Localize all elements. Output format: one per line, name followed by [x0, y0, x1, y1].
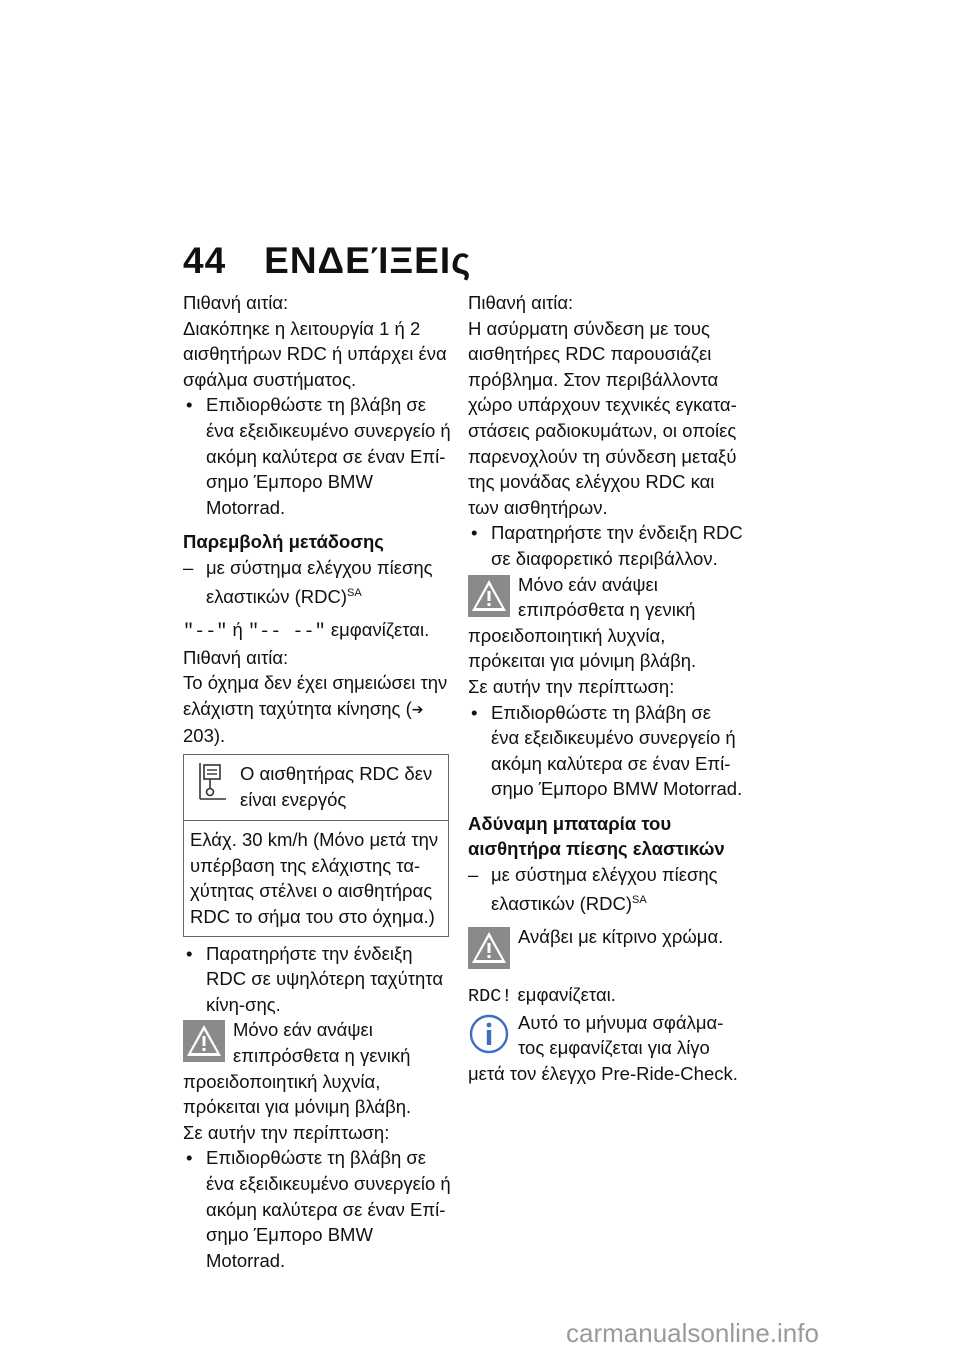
cause-text-3: Η ασύρματη σύνδεση με τους αισθητήρες RDC παρουσιάζει πρόβλημα. Στον περιβάλλοντα χώρο υπάρχουν τεχνικές εγκατα-στάσεις ραδιοκυμάτων, οι οποίες παρενοχλούν τη σύνδεση μεταξύ της μονάδας ελέγχου RDC και των αισθητήρων.: [468, 317, 737, 518]
warning-note: [183, 1017, 451, 1119]
warning-note-2: [468, 572, 743, 674]
display-suffix: εμφανίζεται.: [325, 619, 430, 641]
page-ref-number[interactable]: 203: [183, 724, 214, 746]
warning-note-3-text: Ανάβει με κίτρινο χρώμα.: [518, 926, 724, 948]
warning-triangle-icon: [468, 575, 510, 617]
display-code-b: "-- --": [248, 621, 326, 643]
action-bullet-3: • Επιδιορθώστε τη βλάβη σε ένα εξειδικευμένο συνεργείο ή ακόμη καλύτερα σε έναν Επί-σημο Έμπορο BMW Motorrad.: [183, 1145, 451, 1273]
equipment-sup-2: SA: [632, 893, 647, 906]
equipment-note: [183, 555, 451, 609]
display-code-rdc: RDC!: [468, 986, 513, 1008]
info-note: [468, 1010, 743, 1087]
case-label: Σε αυτήν την περίπτωση:: [183, 1121, 390, 1143]
cause-label: Πιθανή αιτία:: [183, 292, 289, 313]
warning-triangle-icon: [468, 927, 510, 969]
watermark: carmanualsonline.info: [566, 1318, 819, 1348]
action-bullet-2: • Παρατηρήστε την ένδειξη RDC σε υψηλότερη ταχύτητα κίνη-σης.: [183, 941, 451, 1018]
info-note-text: Αυτό το μήνυμα σφάλμα-τος εμφανίζεται για λίγο μετά τον έλεγχο Pre-Ride-Check.: [468, 1011, 738, 1085]
cause-text-2: [183, 670, 451, 748]
warning-note-text: Μόνο εάν ανάψει επιπρόσθετα η γενική προειδοποιητική λυχνία, πρόκειται για μόνιμη βλάβη.: [183, 1019, 412, 1118]
sensor-table-title: Ο αισθητήρας RDC δεν είναι ενεργός: [240, 763, 433, 810]
page-title: ΕΝΔΕΊΞΕΙς: [264, 240, 472, 281]
warning-triangle-icon: [183, 1020, 225, 1062]
equipment-text-2: με σύστημα ελέγχου πίεσης ελαστικών (RDC): [491, 864, 718, 914]
page-header: [183, 240, 471, 282]
display-line-2: [468, 982, 743, 1010]
page-reference-arrow-icon: ➔: [411, 700, 424, 717]
display-suffix-2: εμφανίζεται.: [512, 984, 616, 1006]
action-bullet-5: • Επιδιορθώστε τη βλάβη σε ένα εξειδικευμένο συνεργείο ή ακόμη καλύτερα σε έναν Επί-σημο Έμπορο BMW Motorrad.: [468, 700, 743, 802]
action-bullet-4: • Παρατηρήστε την ένδειξη RDC σε διαφορετικό περιβάλλον.: [468, 520, 743, 571]
equipment-sup: SA: [347, 586, 362, 599]
sensor-info-table: [183, 754, 449, 937]
section-heading-interference: Παρεμβολή μετάδοσης: [183, 531, 384, 553]
case-label-2: Σε αυτήν την περίπτωση:: [468, 675, 675, 697]
cause-text-2-end: ).: [213, 724, 226, 746]
warning-note-2-text: Μόνο εάν ανάψει επιπρόσθετα η γενική προειδοποιητική λυχνία, πρόκειται για μόνιμη βλάβη.: [468, 573, 697, 672]
tire-sensor-icon: [190, 761, 232, 803]
equipment-text: με σύστημα ελέγχου πίεσης ελαστικών (RDC): [206, 556, 433, 607]
action-bullet: • Επιδιορθώστε τη βλάβη σε ένα εξειδικευμένο συνεργείο ή ακόμη καλύτερα σε έναν Επί-σημο Έμπορο BMW Motorrad.: [183, 392, 451, 520]
page-number: 44: [183, 240, 227, 281]
cause-text-2-body: Το όχημα δεν έχει σημειώσει την ελάχιστη ταχύτητα κίνησης (: [183, 672, 448, 719]
display-line: [183, 617, 451, 645]
display-or: ή: [227, 619, 248, 641]
sensor-table-body: Ελάχ. 30 km/h (Μόνο μετά την υπέρβαση της ελάχιστης τα-χύτητας στέλνει ο αισθητήρας RDC το σήμα του στο όχημα.): [190, 829, 439, 928]
cause-text: Διακόπηκε η λειτουργία 1 ή 2 αισθητήρων RDC ή υπάρχει ένα σφάλμα συστήματος.: [183, 317, 447, 390]
display-code-a: "--": [183, 621, 228, 643]
info-icon: [468, 1013, 510, 1055]
section-heading-battery: Αδύναμη μπαταρία του αισθητήρα πίεσης ελαστικών: [468, 812, 725, 860]
right-column: [468, 290, 743, 1087]
cause-label-2: Πιθανή αιτία:: [183, 646, 289, 668]
sensor-table-header: [184, 755, 448, 821]
warning-note-3: [468, 924, 743, 974]
equipment-note-2: [468, 862, 743, 916]
cause-label-3: Πιθανή αιτία:: [468, 292, 574, 313]
left-column: [183, 290, 451, 1273]
